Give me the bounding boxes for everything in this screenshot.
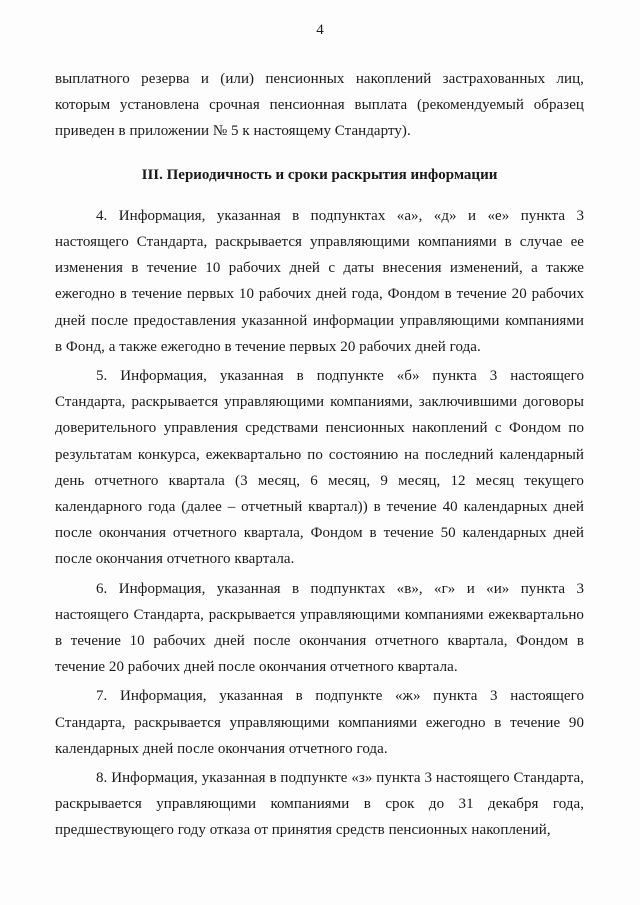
intro-paragraph: выплатного резерва и (или) пенсионных накоплений застрахованных лиц, которым установлена срочная пенсионная выплата (рекомендуемый образец приведен в приложении № 5 к настоящему Стандарту). [55, 71, 584, 140]
page-number: 4 [316, 22, 324, 38]
paragraph-7: 7. Информация, указанная в подпункте «ж» пункта 3 настоящего Стандарта, раскрывается управляющими компаниями ежегодно в течение 90 календарных дней после окончания отчетного года. [55, 688, 584, 757]
section-heading: III. Периодичность и сроки раскрытия информации [141, 166, 498, 183]
paragraph-4: 4. Информация, указанная в подпунктах «а», «д» и «е» пункта 3 настоящего Стандарта, раскрывается управляющими компаниями в случае ее изменения в течение 10 рабочих дней с даты внесения изменений, а также ежегодно в течение первых 10 рабочих дней года, Фондом в течение 20 рабочих дней после предоставления указанной информации управляющими компаниями в Фонд, а также ежегодно в течение первых 20 рабочих дней года. [55, 207, 584, 355]
paragraph-5: 5. Информация, указанная в подпункте «б» пункта 3 настоящего Стандарта, раскрывается управляющими компаниями, заключившими договоры доверительного управления средствами пенсионных накоплений с Фондом по результатам конкурса, ежеквартально по состоянию на последний календарный день отчетного квартала (3 месяц, 6 месяц, 9 месяц, 12 месяц текущего календарного года (далее – отчетный квартал)) в течение 40 календарных дней после окончания отчетного квартала, Фондом в течение 50 календарных дней после окончания отчетного квартала. [55, 368, 584, 568]
paragraph-6: 6. Информация, указанная в подпунктах «в», «г» и «и» пункта 3 настоящего Стандарта, раскрывается управляющими компаниями ежеквартально в течение 10 рабочих дней после окончания отчетного квартала, Фондом в течение 20 рабочих дней после окончания отчетного квартала. [55, 580, 584, 676]
document-body [55, 66, 584, 847]
paragraph-8: 8. Информация, указанная в подпункте «з» пункта 3 настоящего Стандарта, раскрывается управляющими компаниями в срок до 31 декабря года, предшествующего году отказа от принятия средств пенсионных накоплений, [55, 770, 584, 839]
